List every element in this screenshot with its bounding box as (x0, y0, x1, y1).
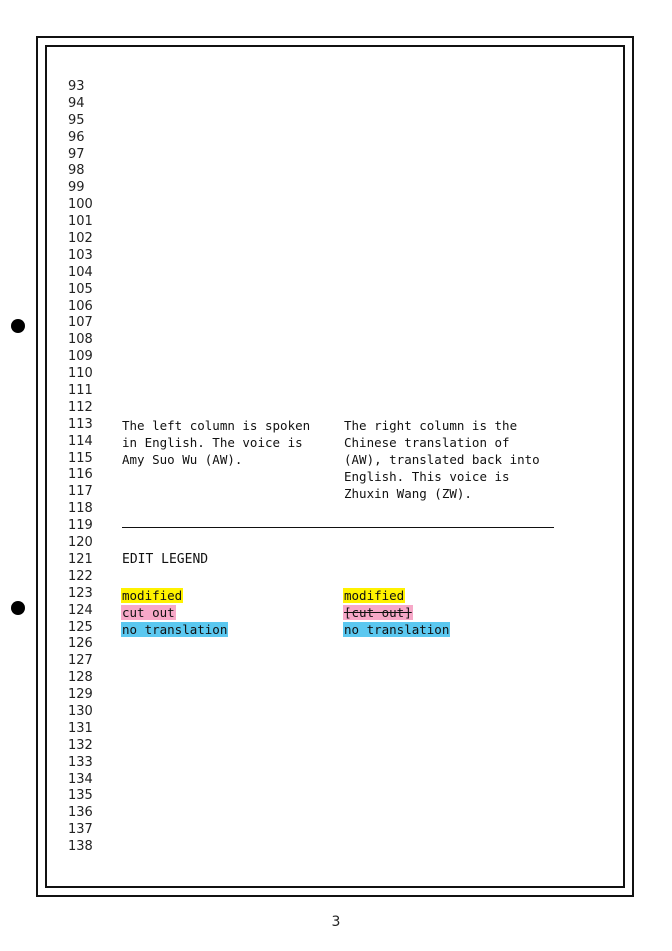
line-number: 127 (68, 653, 93, 669)
line-number: 102 (68, 231, 93, 247)
binder-hole-top (11, 319, 25, 333)
line-number: 113 (68, 416, 93, 432)
line-number: 95 (68, 112, 85, 128)
line-number: 105 (68, 281, 93, 297)
line-number: 99 (68, 180, 85, 196)
legend-right-cut-out: [cut out] (344, 605, 412, 620)
line-number: 119 (68, 518, 93, 534)
line-number: 117 (68, 484, 93, 500)
line-number: 108 (68, 332, 93, 348)
legend-left-no-translation: no translation (122, 622, 228, 637)
binder-hole-bottom (11, 601, 25, 615)
line-number: 94 (68, 95, 85, 111)
line-number: 104 (68, 264, 93, 280)
line-number: 124 (68, 602, 93, 618)
line-number: 129 (68, 687, 93, 703)
line-number: 135 (68, 788, 93, 804)
line-number: 128 (68, 670, 93, 686)
line-number: 118 (68, 501, 93, 517)
legend-left-cut-out: cut out (122, 605, 175, 620)
line-number: 110 (68, 366, 93, 382)
line-number: 134 (68, 771, 93, 787)
line-number: 96 (68, 129, 85, 145)
line-number: 98 (68, 163, 85, 179)
intro-right-column: The right column is the Chinese translation of (AW), translated back into English. This voice is Zhuxin Wang (ZW). (344, 418, 540, 501)
section-divider (122, 527, 554, 528)
line-number: 131 (68, 720, 93, 736)
line-number: 132 (68, 737, 93, 753)
line-number: 138 (68, 839, 93, 855)
line-number: 130 (68, 703, 93, 719)
line-number: 111 (68, 383, 93, 399)
line-number-gutter (68, 79, 93, 856)
page-number: 3 (331, 914, 341, 930)
line-number: 115 (68, 450, 93, 466)
line-number: 125 (68, 619, 93, 635)
legend-right-no-translation: no translation (344, 622, 450, 637)
line-number: 114 (68, 433, 93, 449)
line-number: 103 (68, 247, 93, 263)
line-number: 93 (68, 79, 85, 94)
line-number: 136 (68, 805, 93, 821)
line-number: 126 (68, 636, 93, 652)
legend-right-modified: modified (344, 588, 405, 603)
line-number: 107 (68, 315, 93, 331)
line-number: 122 (68, 568, 93, 584)
line-number: 106 (68, 298, 93, 314)
line-number: 100 (68, 197, 93, 213)
line-number: 137 (68, 822, 93, 838)
line-number: 116 (68, 467, 93, 483)
intro-left-column: The left column is spoken in English. The voice is Amy Suo Wu (AW). (122, 418, 311, 467)
line-number: 120 (68, 535, 93, 551)
legend-heading: EDIT LEGEND (122, 552, 209, 567)
line-number: 121 (68, 551, 93, 567)
line-number: 97 (68, 146, 85, 162)
line-number: 133 (68, 754, 93, 770)
line-number: 109 (68, 349, 93, 365)
line-number: 112 (68, 399, 93, 415)
legend-left-modified: modified (122, 588, 183, 603)
line-number: 101 (68, 214, 93, 230)
line-number: 123 (68, 585, 93, 601)
